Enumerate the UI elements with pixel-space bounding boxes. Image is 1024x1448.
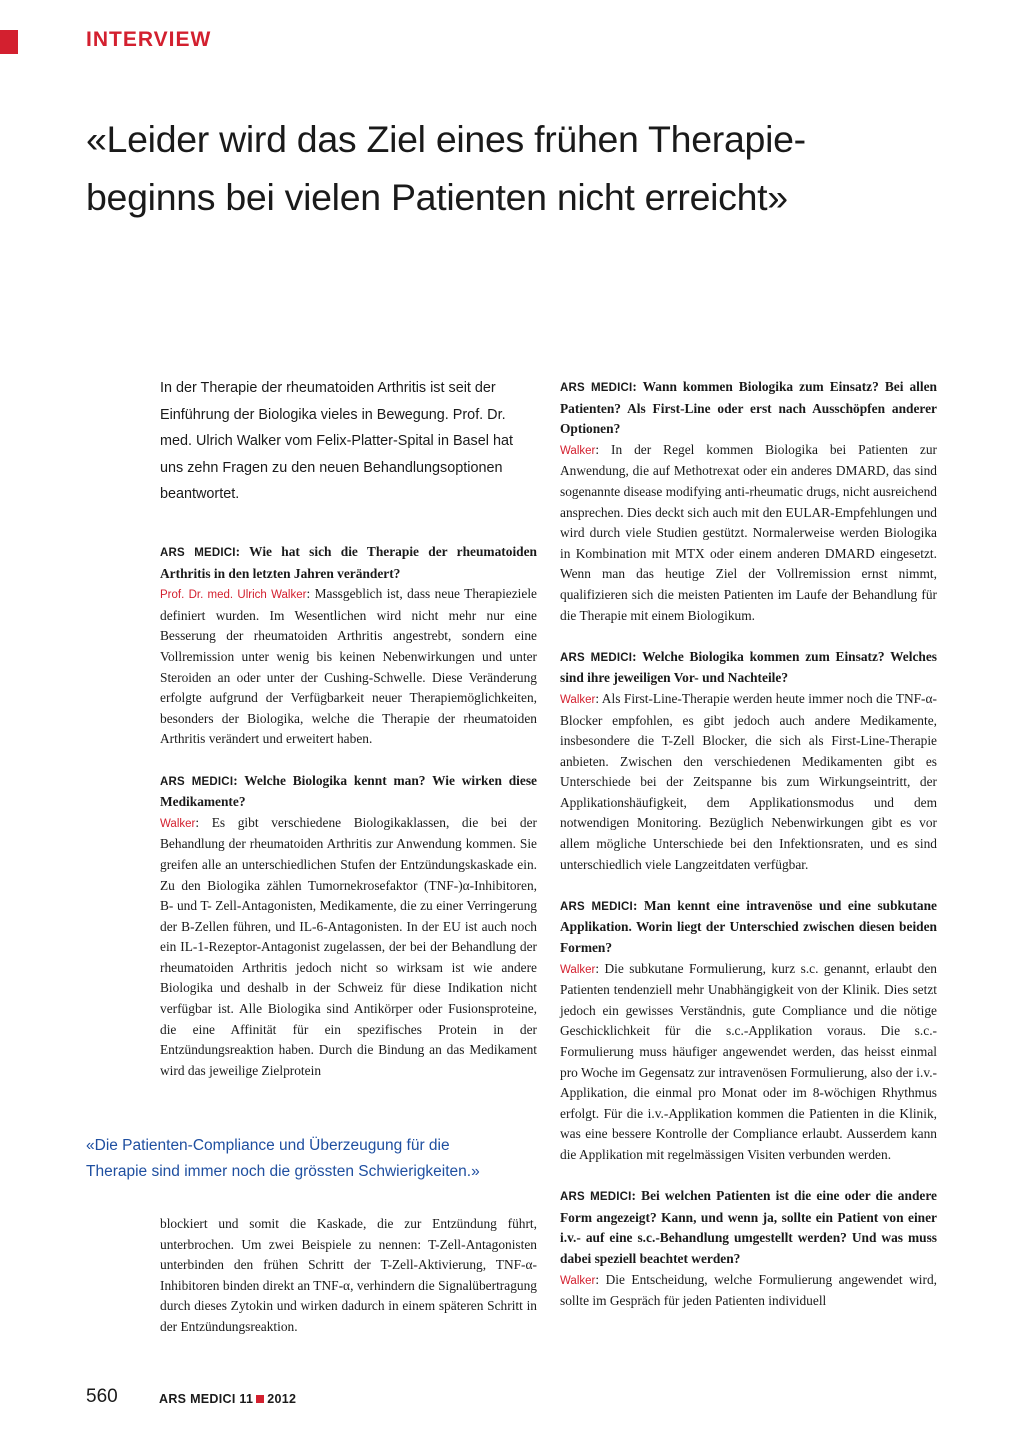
magazine-year: 2012 xyxy=(267,1392,297,1406)
question xyxy=(560,647,937,689)
pull-quote xyxy=(86,1133,546,1185)
footer-square-icon xyxy=(256,1395,264,1403)
page-number: 560 xyxy=(86,1386,118,1407)
answer xyxy=(560,959,937,1166)
section-label: INTERVIEW xyxy=(86,28,212,51)
answer xyxy=(560,440,937,626)
page-title xyxy=(86,110,986,226)
answer xyxy=(160,813,537,1082)
right-column xyxy=(560,377,937,1332)
brand-label: ARS MEDICI xyxy=(160,547,236,559)
question xyxy=(560,1186,937,1269)
pull-quote-line-1: «Die Patienten-Compliance und Überzeugung für die xyxy=(86,1137,450,1154)
answer-text: : Die subkutane Formulierung, kurz s.c. genannt, erlaubt den Patienten tendenziell mehr Unabhängigkeit von der Klinik. Dies setzt jedoch ein gewisses Verständnis, gute Compliance und die nötige Geschicklichkeit für die s.c.-Applikation voraus. Die s.c.-Formulierung muss häufiger angewendet werden, das heisst einmal pro Woche im Gegensatz zur intravenösen Formulierung, also der i.v.-Applikation, die einmal pro Monat oder im 8-wöchigen Rhythmus erfolgt. Für die i.v.-Applikation kommen die Patienten in die Klinik, was eine bessere Kontrolle der Compliance erlaubt. Ausserdem kann die Applikation mit regelmässigen Visiten verbunden werden. xyxy=(560,960,937,1162)
answer-text: : Massgeblich ist, dass neue Therapieziele definiert wurden. Im Wesentlichen wird nicht mehr nur eine Besserung der rheumatoiden Arthritis angestrebt, sondern eine Vollremission unter wenig bis keinen Nebenwirkungen und unter Steroiden an oder unter der Cushing-Schwelle. Diese Veränderung erfolgte aufgrund der Verfügbarkeit neuer Therapiemöglichkeiten, besonders der Biologika, welche die Therapie der rheumatoiden Arthritis verändert und erweitert haben. xyxy=(160,586,538,747)
left-column-continuation xyxy=(160,1214,537,1338)
speaker-label: Walker xyxy=(560,693,596,706)
question-text: : Welche Biologika kennt man? Wie wirken diese Medikamente? xyxy=(160,772,537,810)
speaker-label: Walker xyxy=(560,444,596,457)
question-text: : Welche Biologika kommen zum Einsatz? Welches sind ihre jeweiligen Vor- und Nachteile? xyxy=(560,648,937,686)
lead-paragraph: In der Therapie der rheumatoiden Arthritis ist seit der Einführung der Biologika vieles in Bewegung. Prof. Dr. med. Ulrich Walker vom Felix-Platter-Spital in Basel hat uns zehn Fragen zu den neuen Behandlungsoptionen beantwortet. xyxy=(160,380,513,502)
title-line-1: «Leider wird das Ziel eines frühen Therapie- xyxy=(86,118,806,160)
left-column xyxy=(160,542,537,1102)
answer-text: : In der Regel kommen Biologika bei Patienten zur Anwendung, die auf Methotrexat oder ein anderes DMARD, das sind sogenannte disease modifying anti-rheumatic drugs, nicht ausreichend ansprechen. Dies deckt sich auch mit den EULAR-Empfehlungen und wird durch viele Studien gestützt. Normalerweise werden Biologika in Kombination mit MTX oder einem anderen DMARD eingesetzt. Wenn man das heutige Ziel der Vollremission ernst nimmt, qualifizieren sich die meisten Patienten im Laufe der Behandlung für die Therapie mit einem Biologikum. xyxy=(560,441,937,623)
brand-label: ARS MEDICI xyxy=(560,651,633,664)
brand-label: ARS MEDICI xyxy=(560,1191,632,1204)
qa-block xyxy=(160,542,537,750)
answer-text: : Als First-Line-Therapie werden heute immer noch die TNF-α-Blocker empfohlen, es gibt jedoch auch andere Medikamente, insbesondere die T-Zell Blocker, die sich als First-Line-Therapie anbieten. Zwischen den verschiedenen Medikamenten gibt es Unterschiede bei der Zeitspanne bis zum Wirkungseintritt, der Applikationshäufigkeit, dem Applikationsmodus und dem notwendigen Monitoring. Bezüglich Nebenwirkungen gibt es vor allem mögliche Unterschiede bei den Infektionsraten, und es sind unterschiedlich viele Langzeitdaten verfügbar. xyxy=(560,690,937,872)
question-text: : Man kennt eine intravenöse und eine subkutane Applikation. Worin liegt der Unterschied zwischen diesen beiden Formen? xyxy=(560,897,937,956)
answer xyxy=(560,689,937,875)
brand-label: ARS MEDICI xyxy=(560,382,633,394)
section-marker xyxy=(0,30,18,54)
question xyxy=(560,896,937,959)
title-line-2: beginns bei vielen Patienten nicht erreicht» xyxy=(86,176,788,218)
speaker-label: Prof. Dr. med. Ulrich Walker xyxy=(160,589,307,602)
magazine-issue: ARS MEDICI 11 xyxy=(159,1392,254,1406)
brand-label: ARS MEDICI xyxy=(160,775,234,788)
qa-block xyxy=(560,1186,937,1312)
question xyxy=(160,542,537,584)
footer-magazine xyxy=(159,1392,296,1406)
brand-label: ARS MEDICI xyxy=(560,900,633,913)
answer-continuation: blockiert und somit die Kaskade, die zur Entzündung führt, unterbrochen. Um zwei Beispiele zu nennen: T-Zell-Antagonisten unterbinden den frühen Schritt der T-Zell-Aktivierung, TNF-α-Inhibitoren binden direkt an TNF-α, verhindern die Signalübertragung durch dieses Zytokin und wirken dadurch in einem späteren Schritt in der Entzündungsreaktion. xyxy=(160,1216,537,1334)
pull-quote-line-2: Therapie sind immer noch die grössten Schwierigkeiten.» xyxy=(86,1163,480,1180)
question xyxy=(160,771,537,813)
question-text: : Bei welchen Patienten ist die eine oder die andere Form angezeigt? Kann, und wenn ja, sollte ein Patient von einer i.v.- auf eine s.c.-Behandlung umgestellt werden? Und was muss dabei speziell beachtet werden? xyxy=(560,1188,937,1266)
speaker-label: Walker xyxy=(160,817,196,830)
qa-block xyxy=(160,771,537,1082)
answer xyxy=(160,584,537,750)
speaker-label: Walker xyxy=(560,1274,596,1287)
question-text: : Wann kommen Biologika zum Einsatz? Bei allen Patienten? Als First-Line oder erst nach Ausschöpfen anderer Optionen? xyxy=(560,379,937,437)
qa-block xyxy=(560,896,937,1166)
qa-block xyxy=(560,647,937,876)
question xyxy=(560,377,937,440)
speaker-label: Walker xyxy=(560,963,596,976)
qa-block xyxy=(560,377,937,626)
answer xyxy=(560,1270,937,1312)
question-text: : Wie hat sich die Therapie der rheumatoiden Arthritis in den letzten Jahren verändert? xyxy=(160,544,537,581)
answer-text: : Die Entscheidung, welche Formulierung angewendet wird, sollte im Gespräch für jeden Patienten individuell xyxy=(560,1271,937,1309)
answer-text: : Es gibt verschiedene Biologikaklassen, die bei der Behandlung der rheumatoiden Arthritis zur Anwendung kommen. Sie greifen alle an unterschiedlichen Stufen der Entzündungskaskade ein. Zu den Biologika zählen Tumornekrosefaktor (TNF-)α-Inhibitoren, B- und T- Zell-Antagonisten, Medikamente, die zu einer Verringerung der B-Zellen führen, und IL-6-Antagonisten. In der EU ist auch noch ein IL-1-Rezeptor-Antagonist zugelassen, der bei der Behandlung der rheumatoiden Arthritis jedoch nicht so wirksam ist wie andere Biologika und deshalb in der Schweiz für diese Indikation nicht verfügbar ist. Alle Biologika sind Antikörper oder Fusionsproteine, die eine Affinität für ein spezifisches Protein in der Entzündungsreaktion haben. Durch die Bindung an das Medikament wird das jeweilige Zielprotein xyxy=(160,814,537,1078)
